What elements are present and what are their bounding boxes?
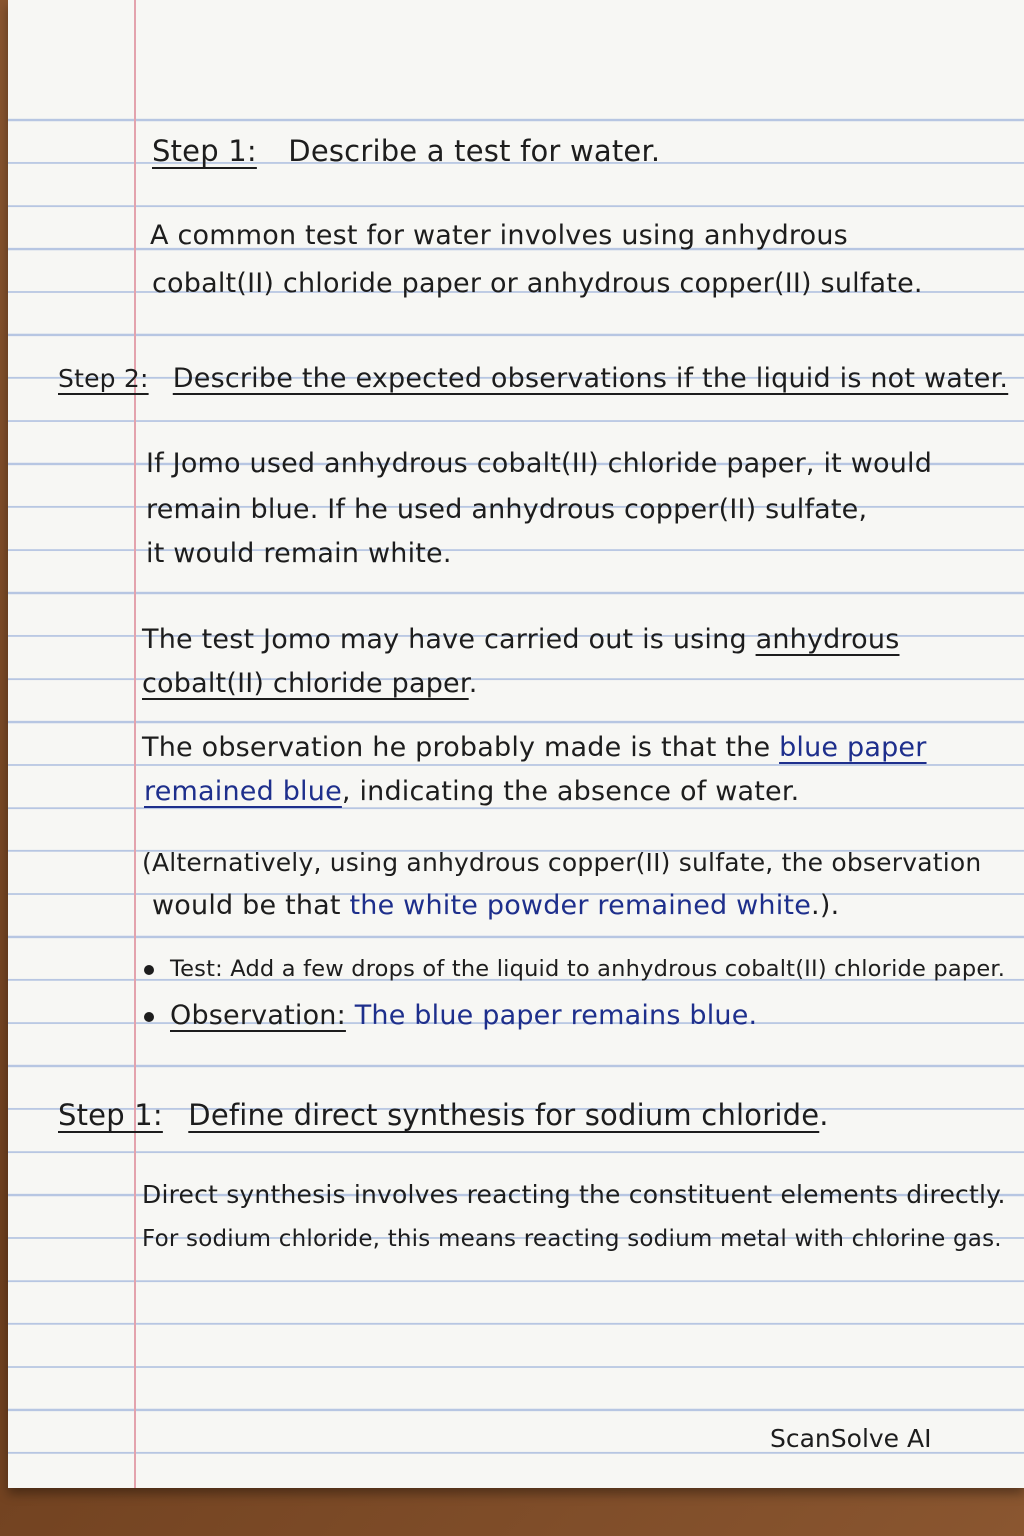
notebook-paper (8, 0, 1024, 1488)
step-label: Step 1: (58, 1098, 163, 1132)
highlighted-answer: the white powder remained white (349, 890, 812, 921)
bullet-text: The blue paper remains blue. (345, 1000, 758, 1031)
paragraph-line (142, 668, 477, 699)
underlined-text: anhydrous (755, 624, 900, 655)
bullet-label: Test: (170, 956, 223, 982)
text-span: The observation he probably made is that the (142, 732, 780, 763)
highlighted-answer: blue paper (779, 732, 927, 763)
bullet-icon (144, 1012, 154, 1022)
paragraph-line (142, 732, 927, 763)
step-title: Define direct synthesis for sodium chloride (188, 1098, 820, 1132)
bullet-label: Observation: (170, 1000, 346, 1031)
paragraph-line: (Alternatively, using anhydrous copper(II) sulfate, the observation (142, 848, 982, 877)
step-title-wrap (188, 1098, 828, 1132)
bullet-text: Add a few drops of the liquid to anhydrous cobalt(II) chloride paper. (222, 956, 1006, 982)
paragraph-line (142, 624, 899, 655)
bullet-item (144, 956, 1005, 982)
text-span: . (468, 668, 478, 699)
step-1-heading (152, 134, 660, 168)
text-span: . (819, 1098, 829, 1132)
step-title: Describe the expected observations if the liquid is not water. (172, 363, 1009, 394)
paragraph-line: cobalt(II) chloride paper or anhydrous copper(II) sulfate. (152, 268, 923, 299)
text-span: would be that (152, 890, 350, 921)
step-label: Step 2: (58, 364, 149, 393)
paragraph-line: If Jomo used anhydrous cobalt(II) chloride paper, it would (146, 448, 933, 479)
step-1b-heading (58, 1098, 829, 1132)
scansolve-watermark: ScanSolve AI (770, 1424, 932, 1453)
step-title: Describe a test for water. (288, 134, 661, 168)
paragraph-line: Direct synthesis involves reacting the constituent elements directly. (142, 1180, 1006, 1209)
paragraph-line (152, 890, 839, 921)
text-span: , indicating the absence of water. (341, 776, 800, 807)
paragraph-line (144, 776, 799, 807)
highlighted-answer: remained blue (144, 776, 342, 807)
step-2-heading (58, 363, 1008, 394)
paragraph-line: remain blue. If he used anhydrous copper(II) sulfate, (146, 494, 868, 525)
text-span: The test Jomo may have carried out is using (142, 624, 756, 655)
step-label: Step 1: (152, 134, 257, 168)
paragraph-line: A common test for water involves using anhydrous (150, 220, 848, 251)
paragraph-line: For sodium chloride, this means reacting sodium metal with chlorine gas. (142, 1226, 1002, 1252)
underlined-text: cobalt(II) chloride paper (142, 668, 469, 699)
text-span: .). (811, 890, 840, 921)
margin-line (134, 0, 136, 1488)
paragraph-line: it would remain white. (146, 538, 452, 569)
bullet-icon (144, 965, 154, 975)
bullet-item (144, 1000, 757, 1031)
paper-header-area (8, 0, 1024, 110)
